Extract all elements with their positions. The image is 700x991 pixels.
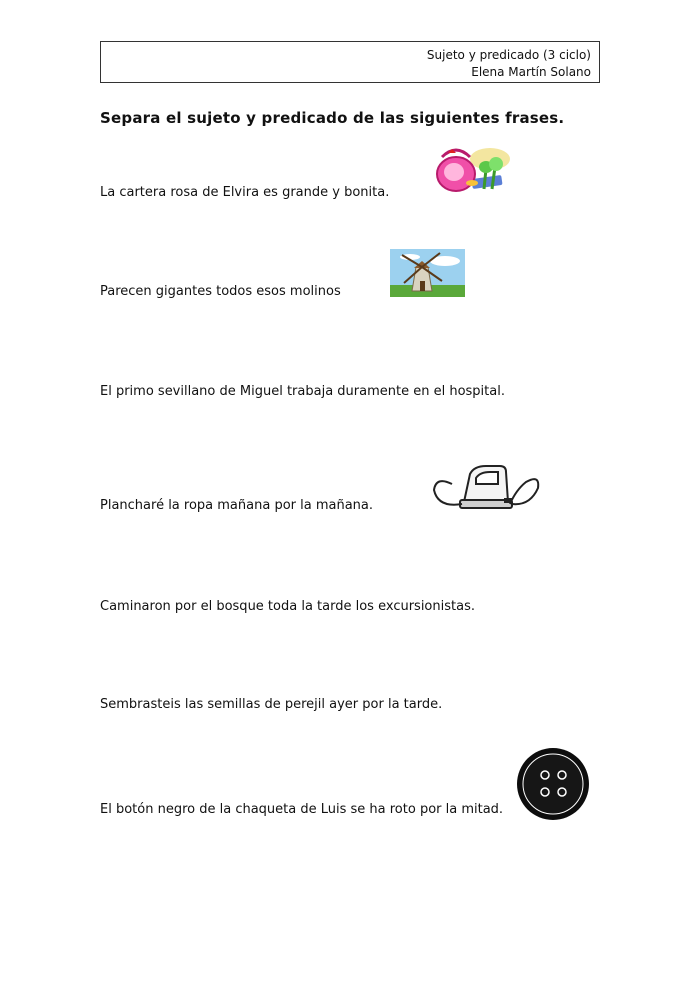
sentence-4: Plancharé la ropa mañana por la mañana. [100,498,374,513]
clothes-iron-icon [430,458,542,516]
school-bag-icon [432,145,514,197]
sentence-1: La cartera rosa de Elvira es grande y bonita. [100,185,390,200]
header-author: Elena Martín Solano [471,65,591,79]
header-subject: Sujeto y predicado (3 ciclo) [426,48,591,62]
header-box [100,41,600,83]
sentence-6: Sembrasteis las semillas de perejil ayer por la tarde. [100,697,443,712]
sentence-3: El primo sevillano de Miguel trabaja duramente en el hospital. [100,384,505,399]
sentence-2: Parecen gigantes todos esos molinos [100,284,341,299]
windmill-icon [390,249,465,297]
sewing-button-icon [515,746,591,822]
page-title: Separa el sujeto y predicado de las siguientes frases. [100,109,565,127]
sentence-5: Caminaron por el bosque toda la tarde los excursionistas. [100,599,475,614]
sentence-7: El botón negro de la chaqueta de Luis se ha roto por la mitad. [100,802,504,817]
